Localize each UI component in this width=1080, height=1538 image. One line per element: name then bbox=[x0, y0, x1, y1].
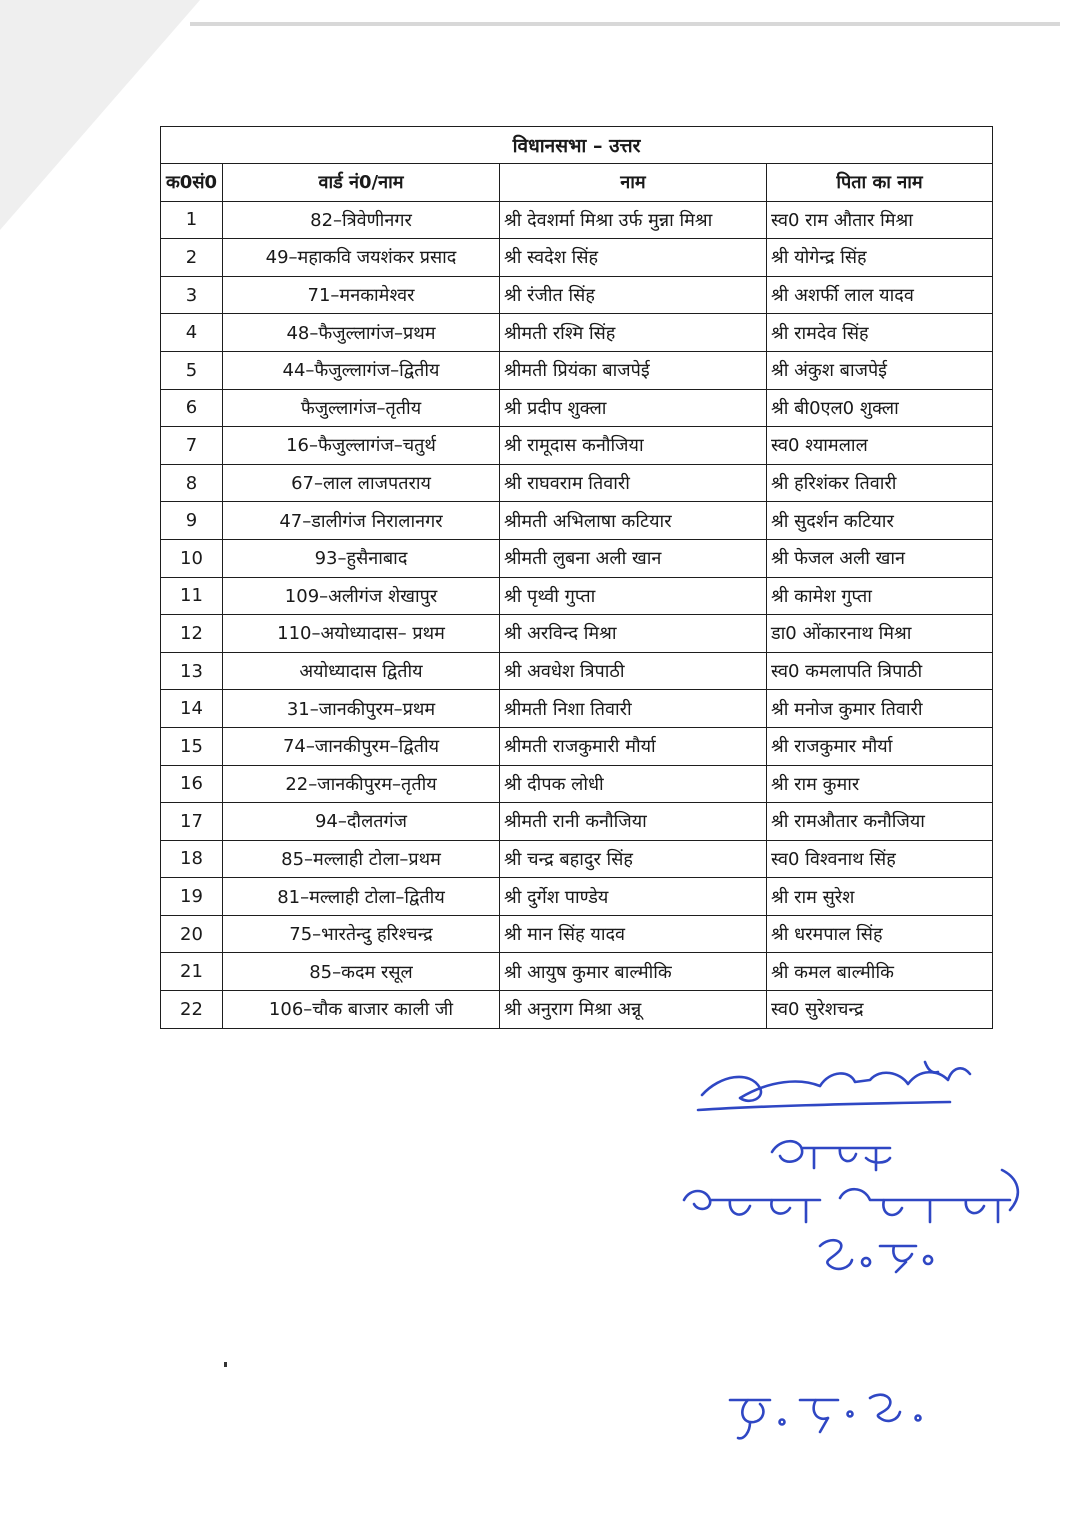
table-header-row bbox=[161, 164, 993, 202]
cell-ward: 93–हुसैनाबाद bbox=[223, 539, 500, 577]
cell-serial: 14 bbox=[161, 690, 223, 728]
table-row bbox=[161, 615, 993, 653]
table-row bbox=[161, 427, 993, 465]
cell-serial: 13 bbox=[161, 652, 223, 690]
cell-serial: 10 bbox=[161, 539, 223, 577]
cell-father: श्री राम कुमार bbox=[767, 765, 993, 803]
cell-ward: 85–मल्लाही टोला–प्रथम bbox=[223, 840, 500, 878]
paper-speck bbox=[224, 1362, 227, 1367]
cell-serial: 4 bbox=[161, 314, 223, 352]
cell-name: श्री चन्द्र बहादुर सिंह bbox=[500, 840, 767, 878]
header-name: नाम bbox=[500, 164, 767, 202]
table-row bbox=[161, 389, 993, 427]
table-row bbox=[161, 727, 993, 765]
table-row bbox=[161, 502, 993, 540]
cell-serial: 7 bbox=[161, 427, 223, 465]
table-row bbox=[161, 201, 993, 239]
cell-serial: 19 bbox=[161, 878, 223, 916]
cell-name: श्रीमती अभिलाषा कटियार bbox=[500, 502, 767, 540]
cell-father: श्री धरमपाल सिंह bbox=[767, 915, 993, 953]
cell-name: श्री अरविन्द मिश्रा bbox=[500, 615, 767, 653]
cell-name: श्रीमती निशा तिवारी bbox=[500, 690, 767, 728]
table-row bbox=[161, 991, 993, 1029]
handwritten-signature bbox=[680, 1050, 1040, 1350]
cell-ward: 67–लाल लाजपतराय bbox=[223, 464, 500, 502]
cell-name: श्रीमती रश्मि सिंह bbox=[500, 314, 767, 352]
table-row bbox=[161, 464, 993, 502]
cell-ward: फैजुल्लागंज–तृतीय bbox=[223, 389, 500, 427]
cell-name: श्री दीपक लोधी bbox=[500, 765, 767, 803]
cell-serial: 8 bbox=[161, 464, 223, 502]
cell-serial: 11 bbox=[161, 577, 223, 615]
cell-father: श्री राजकुमार मौर्या bbox=[767, 727, 993, 765]
cell-name: श्री अवधेश त्रिपाठी bbox=[500, 652, 767, 690]
cell-father: स्व0 विश्वनाथ सिंह bbox=[767, 840, 993, 878]
cell-father: स्व0 सुरेशचन्द्र bbox=[767, 991, 993, 1029]
cell-name: श्री आयुष कुमार बाल्मीकि bbox=[500, 953, 767, 991]
cell-serial: 6 bbox=[161, 389, 223, 427]
cell-serial: 1 bbox=[161, 201, 223, 239]
cell-ward: 94–दौलतगंज bbox=[223, 803, 500, 841]
cell-serial: 2 bbox=[161, 239, 223, 277]
table-row bbox=[161, 690, 993, 728]
cell-father: श्री योगेन्द्र सिंह bbox=[767, 239, 993, 277]
table-row bbox=[161, 276, 993, 314]
cell-name: श्रीमती राजकुमारी मौर्या bbox=[500, 727, 767, 765]
table-row bbox=[161, 803, 993, 841]
cell-serial: 12 bbox=[161, 615, 223, 653]
cell-ward: 82–त्रिवेणीनगर bbox=[223, 201, 500, 239]
cell-name: श्री अनुराग मिश्रा अन्नू bbox=[500, 991, 767, 1029]
table-row bbox=[161, 652, 993, 690]
cell-ward: अयोध्यादास द्वितीय bbox=[223, 652, 500, 690]
cell-father: श्री हरिशंकर तिवारी bbox=[767, 464, 993, 502]
cell-name: श्री पृथ्वी गुप्ता bbox=[500, 577, 767, 615]
table-title-row bbox=[161, 127, 993, 164]
cell-ward: 16–फैजुल्लागंज–चतुर्थ bbox=[223, 427, 500, 465]
table-row bbox=[161, 878, 993, 916]
table-row bbox=[161, 953, 993, 991]
cell-name: श्री प्रदीप शुक्ला bbox=[500, 389, 767, 427]
table-row bbox=[161, 351, 993, 389]
table-row bbox=[161, 915, 993, 953]
cell-ward: 22–जानकीपुरम–तृतीय bbox=[223, 765, 500, 803]
table-title: विधानसभा – उत्तर bbox=[161, 127, 993, 164]
cell-name: श्री देवशर्मा मिश्रा उर्फ मुन्ना मिश्रा bbox=[500, 201, 767, 239]
cell-serial: 5 bbox=[161, 351, 223, 389]
cell-father: स्व0 राम औतार मिश्रा bbox=[767, 201, 993, 239]
cell-serial: 18 bbox=[161, 840, 223, 878]
cell-ward: 31–जानकीपुरम–प्रथम bbox=[223, 690, 500, 728]
header-ward: वार्ड नं0/नाम bbox=[223, 164, 500, 202]
table-row bbox=[161, 539, 993, 577]
cell-father: स्व0 श्यामलाल bbox=[767, 427, 993, 465]
cell-serial: 3 bbox=[161, 276, 223, 314]
cell-ward: 71–मनकामेश्वर bbox=[223, 276, 500, 314]
cell-serial: 16 bbox=[161, 765, 223, 803]
cell-father: श्री अशर्फी लाल यादव bbox=[767, 276, 993, 314]
cell-ward: 75–भारतेन्दु हरिश्चन्द्र bbox=[223, 915, 500, 953]
cell-father: डा0 ओंकारनाथ मिश्रा bbox=[767, 615, 993, 653]
cell-ward: 48–फैजुल्लागंज–प्रथम bbox=[223, 314, 500, 352]
cell-father: श्री फेजल अली खान bbox=[767, 539, 993, 577]
cell-ward: 85–कदम रसूल bbox=[223, 953, 500, 991]
cell-father: श्री रामऔतार कनौजिया bbox=[767, 803, 993, 841]
cell-name: श्री रंजीत सिंह bbox=[500, 276, 767, 314]
cell-ward: 106–चौक बाजार काली जी bbox=[223, 991, 500, 1029]
table-row bbox=[161, 765, 993, 803]
table-body bbox=[161, 201, 993, 1028]
cell-serial: 17 bbox=[161, 803, 223, 841]
cell-ward: 81–मल्लाही टोला–द्वितीय bbox=[223, 878, 500, 916]
page-top-edge bbox=[190, 22, 1060, 26]
header-father: पिता का नाम bbox=[767, 164, 993, 202]
cell-father: श्री रामदेव सिंह bbox=[767, 314, 993, 352]
table-row bbox=[161, 314, 993, 352]
cell-ward: 74–जानकीपुरम–द्वितीय bbox=[223, 727, 500, 765]
cell-serial: 22 bbox=[161, 991, 223, 1029]
cell-ward: 110–अयोध्यादास– प्रथम bbox=[223, 615, 500, 653]
cell-ward: 49–महाकवि जयशंकर प्रसाद bbox=[223, 239, 500, 277]
cell-father: श्री अंकुश बाजपेई bbox=[767, 351, 993, 389]
cell-name: श्री राघवराम तिवारी bbox=[500, 464, 767, 502]
cell-name: श्रीमती रानी कनौजिया bbox=[500, 803, 767, 841]
cell-father: श्री राम सुरेश bbox=[767, 878, 993, 916]
cell-father: श्री बी0एल0 शुक्ला bbox=[767, 389, 993, 427]
cell-name: श्रीमती लुबना अली खान bbox=[500, 539, 767, 577]
cell-father: श्री सुदर्शन कटियार bbox=[767, 502, 993, 540]
cell-serial: 21 bbox=[161, 953, 223, 991]
cell-name: श्रीमती प्रियंका बाजपेई bbox=[500, 351, 767, 389]
table-row bbox=[161, 239, 993, 277]
cell-name: श्री रामूदास कनौजिया bbox=[500, 427, 767, 465]
cell-father: श्री मनोज कुमार तिवारी bbox=[767, 690, 993, 728]
table-row bbox=[161, 840, 993, 878]
cell-ward: 47–डालीगंज निरालानगर bbox=[223, 502, 500, 540]
cell-name: श्री मान सिंह यादव bbox=[500, 915, 767, 953]
table-row bbox=[161, 577, 993, 615]
cell-name: श्री दुर्गेश पाण्डेय bbox=[500, 878, 767, 916]
cell-ward: 109–अलीगंज शेखापुर bbox=[223, 577, 500, 615]
cell-name: श्री स्वदेश सिंह bbox=[500, 239, 767, 277]
cell-serial: 9 bbox=[161, 502, 223, 540]
cell-father: स्व0 कमलापति त्रिपाठी bbox=[767, 652, 993, 690]
cell-serial: 15 bbox=[161, 727, 223, 765]
cell-ward: 44–फैजुल्लागंज–द्वितीय bbox=[223, 351, 500, 389]
cell-father: श्री कामेश गुप्ता bbox=[767, 577, 993, 615]
ward-candidate-table bbox=[160, 126, 993, 1029]
cell-serial: 20 bbox=[161, 915, 223, 953]
footer-note-handwritten bbox=[720, 1370, 930, 1450]
header-serial: क0सं0 bbox=[161, 164, 223, 202]
cell-father: श्री कमल बाल्मीकि bbox=[767, 953, 993, 991]
